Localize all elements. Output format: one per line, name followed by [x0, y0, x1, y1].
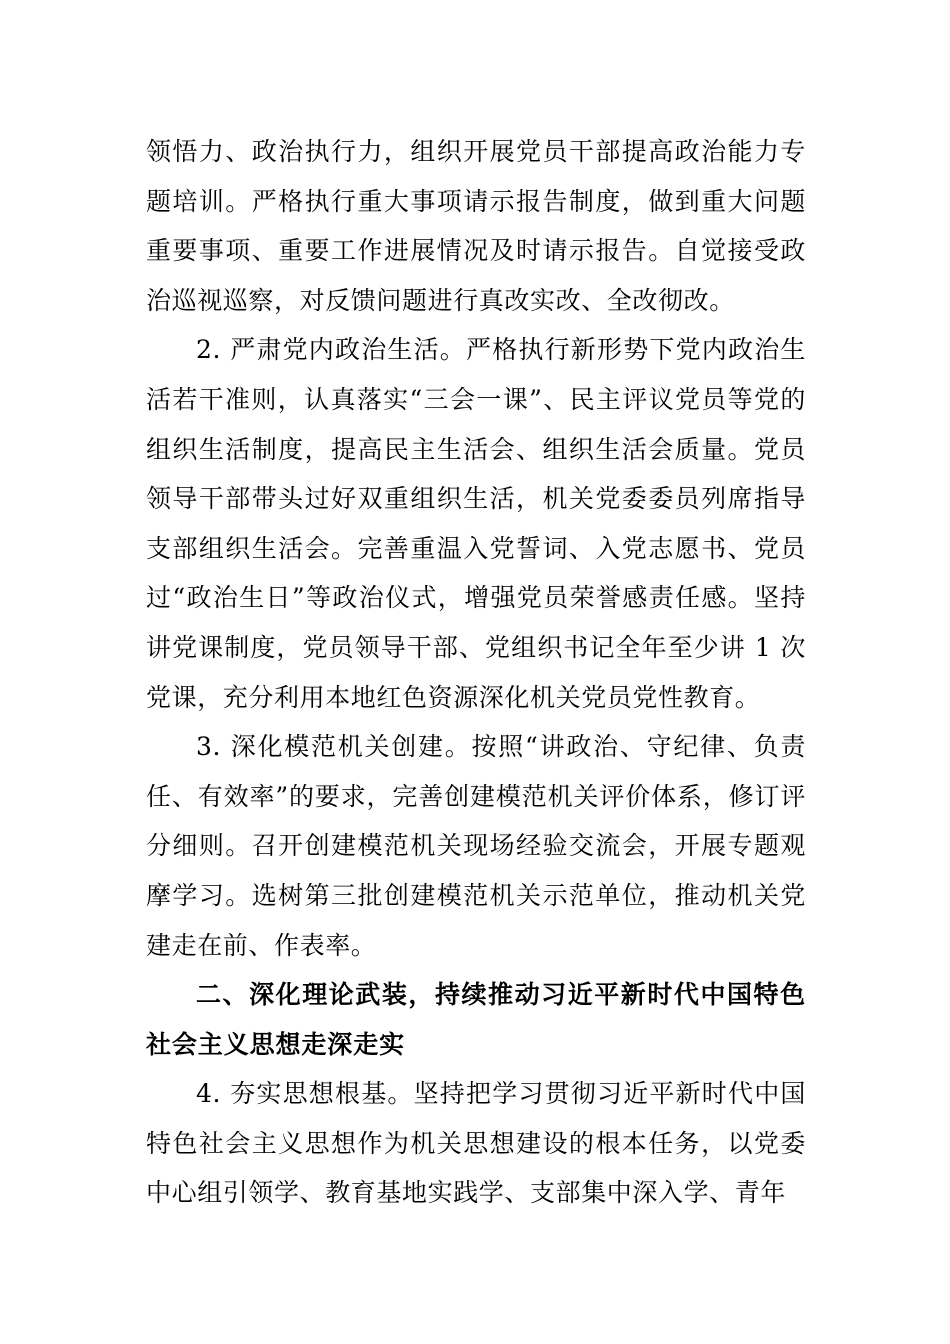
paragraph-continuation: 领悟力、政治执行力，组织开展党员干部提高政治能力专题培训。严格执行重大事项请示报告制度，做到重大问题重要事项、重要工作进展情况及时请示报告。自觉接受政治巡视巡察，对反馈问题进行真改实改、全改彻改。 [146, 137, 806, 315]
paragraph-item-3: 3. 深化模范机关创建。按照“讲政治、守纪律、负责任、有效率”的要求，完善创建模范机关评价体系，修订评分细则。召开创建模范机关现场经验交流会，开展专题观摩学习。选树第三批创建模范机关示范单位，推动机关党建走在前、作表率。 [146, 732, 806, 960]
paragraph-item-4: 4. 夯实思想根基。坚持把学习贯彻习近平新时代中国特色社会主义思想作为机关思想建设的根本任务，以党委中心组引领学、教育基地实践学、支部集中深入学、青年 [146, 1079, 806, 1208]
paragraph-item-2: 2. 严肃党内政治生活。严格执行新形势下党内政治生活若干准则，认真落实“三会一课”、民主评议党员等党的组织生活制度，提高民主生活会、组织生活会质量。党员领导干部带头过好双重组织生活，机关党委委员列席指导支部组织生活会。完善重温入党誓词、入党志愿书、党员过“政治生日”等政治仪式，增强党员荣誉感责任感。坚持讲党课制度，党员领导干部、党组织书记全年至少讲 1 次党课，充分利用本地红色资源深化机关党员党性教育。 [146, 335, 806, 712]
document-page [146, 127, 806, 1218]
section-heading: 二、深化理论武装，持续推动习近平新时代中国特色社会主义思想走深走实 [146, 980, 806, 1059]
